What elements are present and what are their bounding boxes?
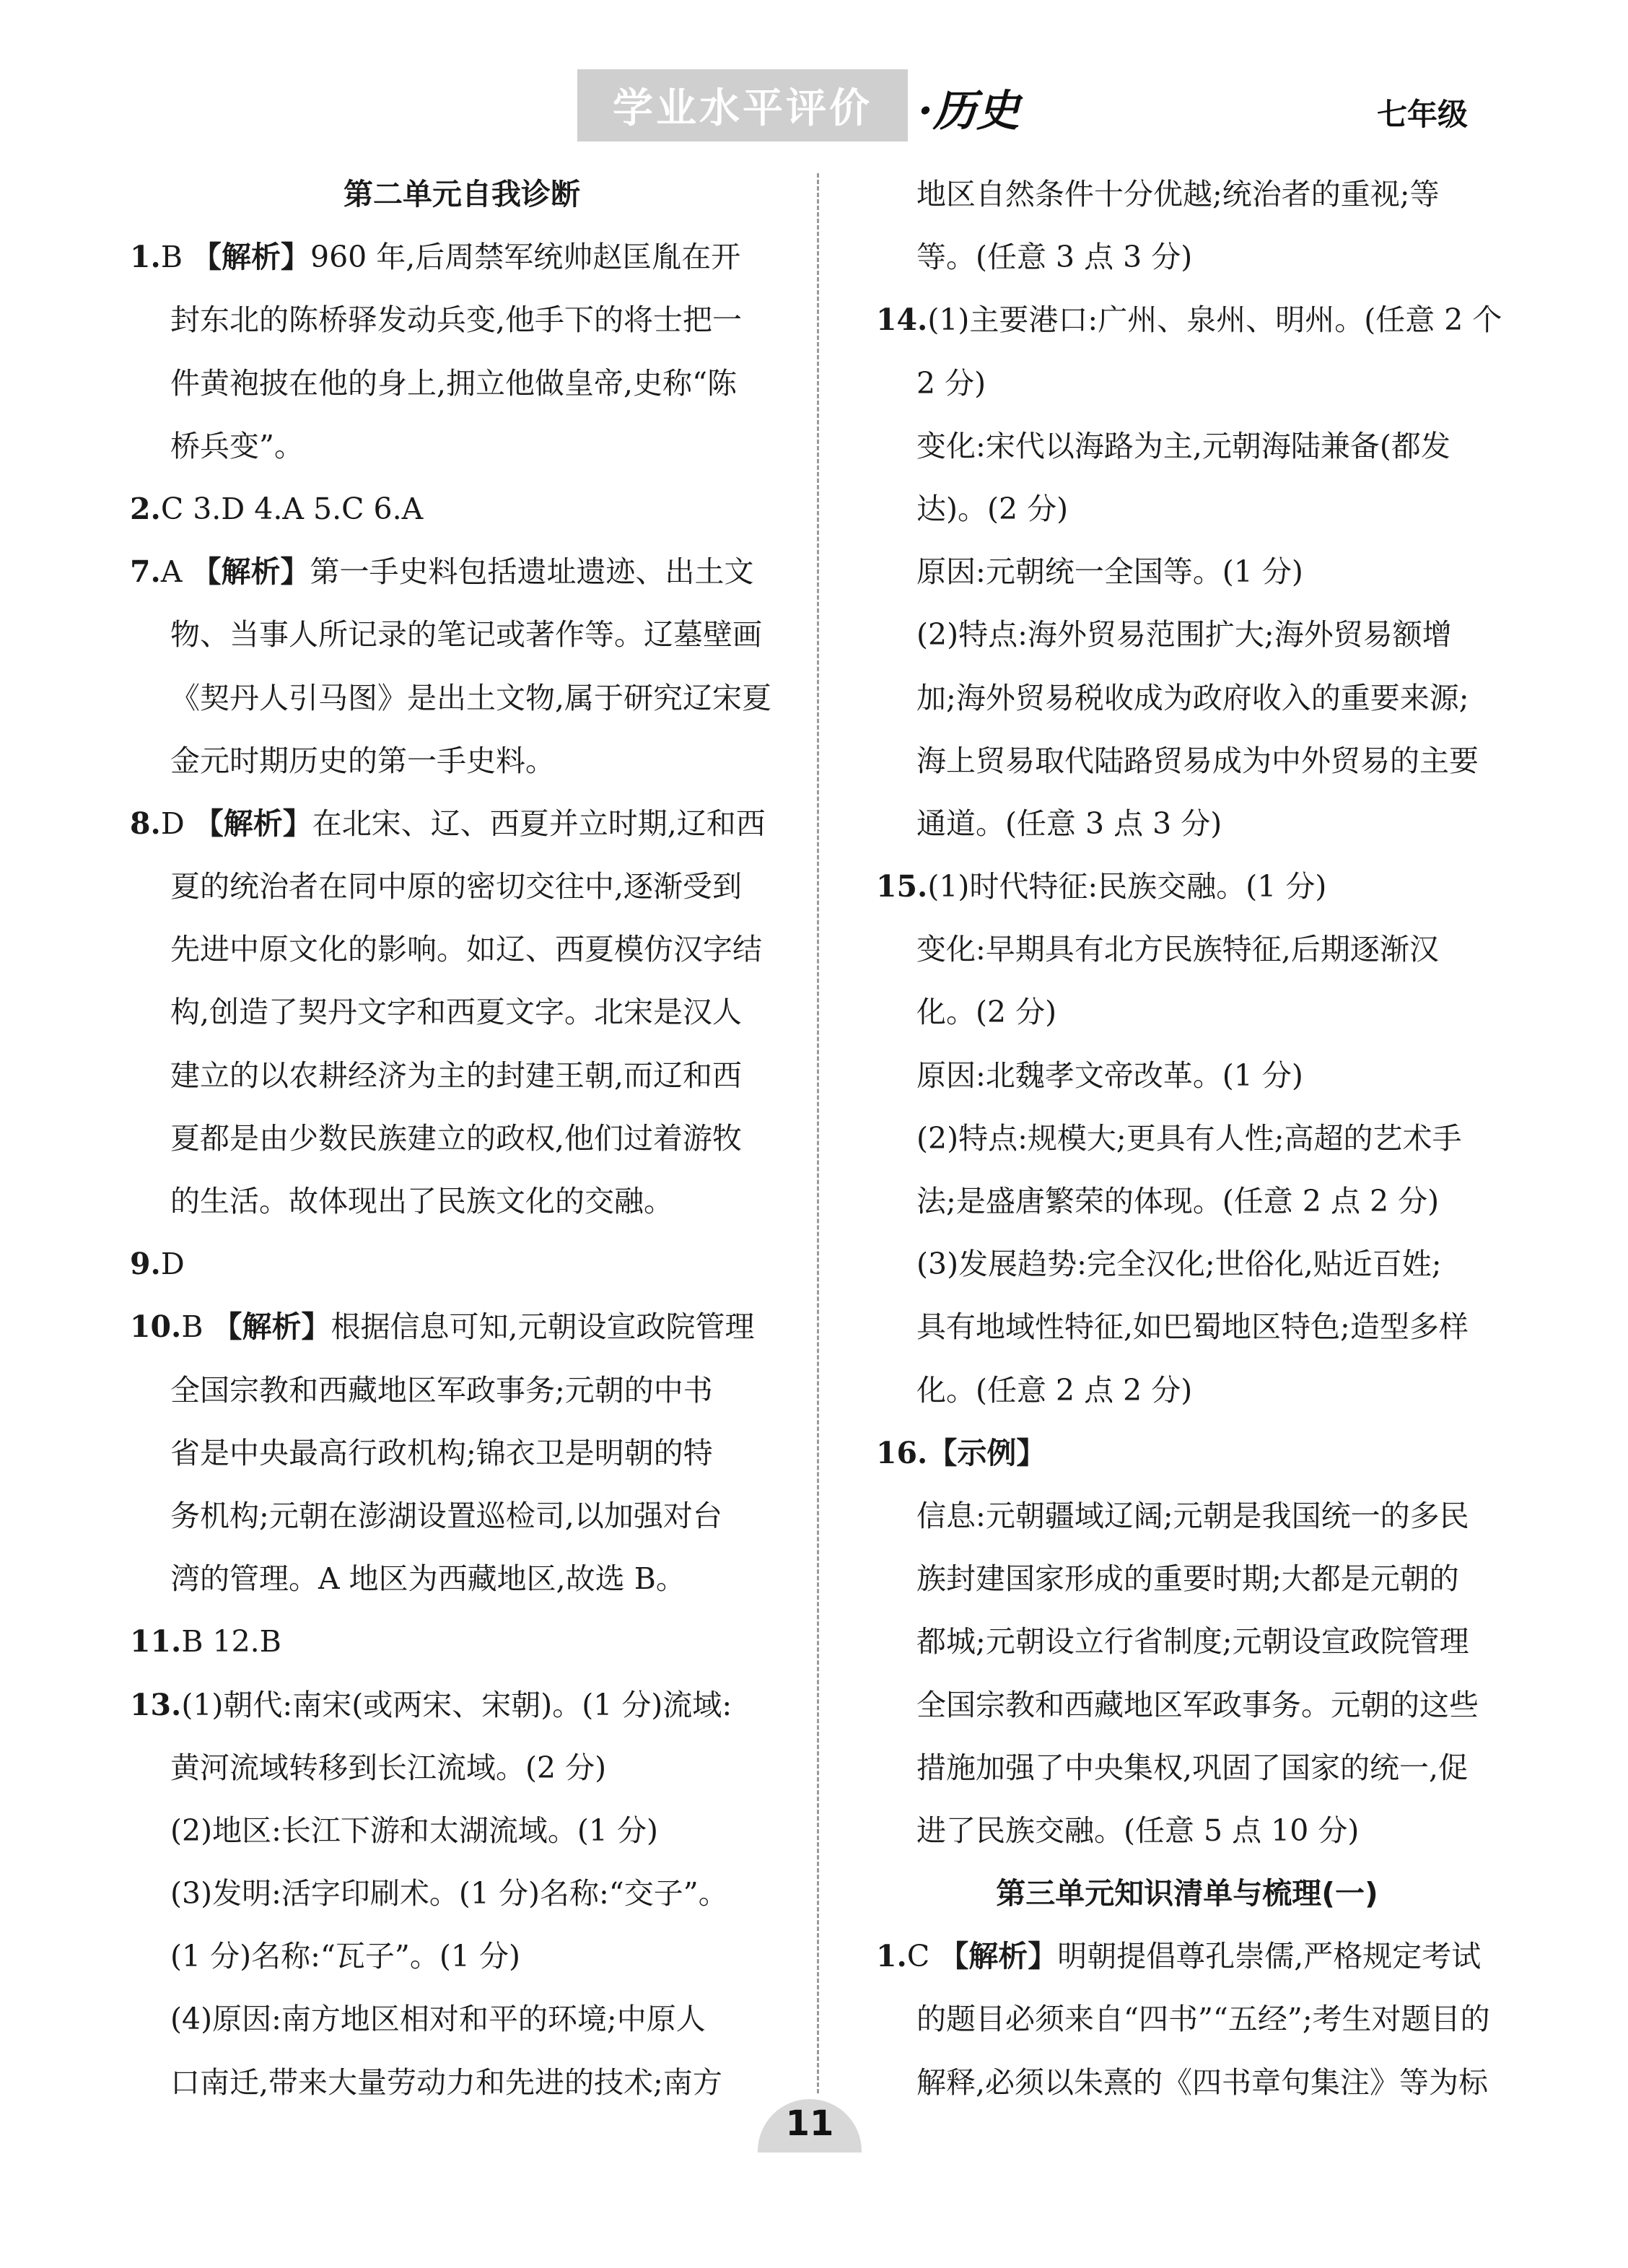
analysis-tag: 【解析】 [193, 806, 312, 841]
answer-line: 都城;元朝设立行省制度;元朝设宣政院管理 [916, 1624, 1469, 1659]
answer-line: 具有地域性特征,如巴蜀地区特色;造型多样 [916, 1309, 1469, 1345]
analysis-tag: 【解析】 [212, 1309, 331, 1345]
answer-line: 原因:北魏孝文帝改革。(1 分) [916, 1057, 1303, 1093]
answer-line: 先进中原文化的影响。如辽、西夏模仿汉字结 [170, 932, 762, 967]
series-title: 学业水平评价 [613, 85, 872, 132]
left-column [130, 163, 794, 2114]
answer-line: 原因:元朝统一全国等。(1 分) [916, 554, 1303, 590]
answer-line: (2)特点:规模大;更具有人性;高超的艺术手 [916, 1120, 1462, 1156]
question-number: 16. [876, 1435, 928, 1470]
answer-line: 《契丹人引马图》是出土文物,属于研究辽宋夏 [170, 680, 772, 715]
answer-choice: C [160, 491, 193, 526]
answer-line: 夏的统治者在同中原的密切交往中,逐渐受到 [170, 869, 743, 904]
answer-line: (1 分)名称:“瓦子”。(1 分) [170, 1939, 520, 1974]
column-divider [817, 173, 819, 2093]
section-title: 第三单元知识清单与梳理(一) [996, 1876, 1378, 1911]
question-number: 10. [130, 1309, 182, 1345]
question-line [876, 1925, 1498, 1988]
answer-line: 建立的以农耕经济为主的封建王朝,而辽和西 [170, 1057, 743, 1093]
answer-choice: C [906, 1939, 940, 1974]
page-number: 11 [785, 2103, 834, 2144]
answer-text: (1)主要港口:广州、泉州、明州。(任意 2 个 [927, 302, 1502, 338]
series-title-banner [577, 69, 908, 141]
answer-line: 2 分) [916, 365, 986, 401]
answer-line: 黄河流域转移到长江流域。(2 分) [170, 1750, 607, 1785]
question-line [876, 855, 1498, 918]
answer-line: 族封建国家形成的重要时期;大都是元朝的 [916, 1561, 1459, 1597]
question-line [130, 541, 794, 603]
question-number: 15. [876, 869, 928, 904]
answer-line: 省是中央最高行政机构;锦衣卫是明朝的特 [170, 1435, 713, 1470]
answer-line: 物、当事人所记录的笔记或著作等。辽墓壁画 [170, 617, 762, 653]
question-line [130, 226, 794, 289]
question-line [876, 289, 1502, 352]
subject-title: ·历史 [918, 86, 1020, 136]
answer-line: 全国宗教和西藏地区军政事务。元朝的这些 [916, 1687, 1479, 1722]
answer-line: 法;是盛唐繁荣的体现。(任意 2 点 2 分) [916, 1184, 1440, 1218]
answer-choice: D [160, 1247, 185, 1282]
analysis-tag: 【解析】 [191, 554, 310, 590]
answer-choice: B [160, 240, 192, 275]
answer-line: 桥兵变”。 [170, 428, 304, 463]
answer-line: (2)地区:长江下游和太湖流域。(1 分) [170, 1813, 658, 1848]
answer-line: 夏都是由少数民族建立的政权,他们过着游牧 [170, 1120, 743, 1156]
answer-text: 在北宋、辽、西夏并立时期,辽和西 [312, 806, 766, 841]
answer-line: 口南迁,带来大量劳动力和先进的技术;南方 [170, 2064, 722, 2100]
question-line [130, 1233, 794, 1296]
answer-line: (2)特点:海外贸易范围扩大;海外贸易额增 [916, 617, 1452, 653]
answer-line: 进了民族交融。(任意 5 点 10 分) [916, 1813, 1360, 1848]
answer-line: 件黄袍披在他的身上,拥立他做皇帝,史称“陈 [170, 365, 738, 401]
answer-line: 的生活。故体现出了民族文化的交融。 [170, 1184, 673, 1218]
answer-text: (1)朝代:南宋(或两宋、宋朝)。(1 分)流域: [181, 1687, 732, 1722]
answer-line: 务机构;元朝在澎湖设置巡检司,以加强对台 [170, 1498, 722, 1533]
answer-line: 全国宗教和西藏地区军政事务;元朝的中书 [170, 1372, 713, 1408]
answer-choice: D [160, 806, 194, 841]
question-line [130, 478, 794, 541]
answer-line: 解释,必须以朱熹的《四书章句集注》等为标 [916, 2064, 1489, 2100]
answer-line: 通道。(任意 3 点 3 分) [916, 806, 1222, 841]
question-number: 9. [130, 1247, 161, 1282]
analysis-tag: 【示例】 [927, 1435, 1046, 1470]
answer-choice: B [181, 1309, 213, 1345]
answer-line: 封东北的陈桥驿发动兵变,他手下的将士把一 [170, 302, 743, 338]
section-title: 第二单元自我诊断 [343, 177, 580, 211]
answer-line: 湾的管理。A 地区为西藏地区,故选 B。 [170, 1561, 686, 1597]
answer-line: (3)发展趋势:完全汉化;世俗化,贴近百姓; [916, 1247, 1442, 1282]
answer-line: 的题目必须来自“四书”“五经”;考生对题目的 [916, 2002, 1490, 2037]
answer-line: 地区自然条件十分优越;统治者的重视;等 [916, 177, 1440, 211]
question-number: 11. [130, 1624, 182, 1659]
question-line [130, 1610, 794, 1673]
answer-line: 等。(任意 3 点 3 分) [916, 240, 1193, 275]
question-number: 2. [130, 491, 161, 526]
answer-line: 变化:早期具有北方民族特征,后期逐渐汉 [916, 932, 1439, 967]
grade-label: 七年级 [1377, 97, 1469, 132]
answer-text: 960 年,后周禁军统帅赵匡胤在开 [310, 240, 741, 275]
answer-line: 化。(2 分) [916, 995, 1057, 1030]
answer-line: (4)原因:南方地区相对和平的环境;中原人 [170, 2002, 706, 2037]
answer-line: 措施加强了中央集权,巩固了国家的统一,促 [916, 1750, 1469, 1785]
answer-line: (3)发明:活字印刷术。(1 分)名称:“交子”。 [170, 1876, 728, 1911]
analysis-tag: 【解析】 [939, 1939, 1058, 1974]
answer-line: 加;海外贸易税收成为政府收入的重要来源; [916, 680, 1469, 715]
answer-line: 构,创造了契丹文字和西夏文字。北宋是汉人 [170, 995, 743, 1030]
answer-line: 变化:宋代以海路为主,元朝海陆兼备(都发 [916, 428, 1450, 463]
right-column [876, 163, 1502, 2114]
answer-line: 金元时期历史的第一手史料。 [170, 743, 555, 778]
answer-choice: B [181, 1624, 213, 1659]
question-number: 7. [130, 554, 161, 590]
question-line [130, 1296, 794, 1358]
answer-text: 根据信息可知,元朝设宣政院管理 [331, 1309, 755, 1345]
analysis-tag: 【解析】 [191, 240, 310, 275]
answer-text: (1)时代特征:民族交融。(1 分) [927, 869, 1327, 904]
answer-line: 化。(任意 2 点 2 分) [916, 1372, 1193, 1408]
question-number: 14. [876, 302, 928, 338]
question-line [130, 1674, 794, 1737]
answer-line: 达)。(2 分) [916, 491, 1069, 526]
question-line [876, 1422, 1498, 1485]
answer-choice: A [160, 554, 192, 590]
question-number: 1. [876, 1939, 907, 1974]
answer-text: 3.D 4.A 5.C 6.A [193, 491, 424, 526]
answer-line: 信息:元朝疆域辽阔;元朝是我国统一的多民 [916, 1498, 1469, 1533]
answer-line: 海上贸易取代陆路贸易成为中外贸易的主要 [916, 743, 1479, 778]
question-number: 13. [130, 1687, 182, 1722]
question-number: 1. [130, 240, 161, 275]
answer-text: 明朝提倡尊孔崇儒,严格规定考试 [1057, 1939, 1482, 1974]
question-line [130, 793, 794, 855]
answer-text: 12.B [212, 1624, 281, 1659]
question-number: 8. [130, 806, 161, 841]
answer-text: 第一手史料包括遗址遗迹、出土文 [310, 554, 754, 590]
